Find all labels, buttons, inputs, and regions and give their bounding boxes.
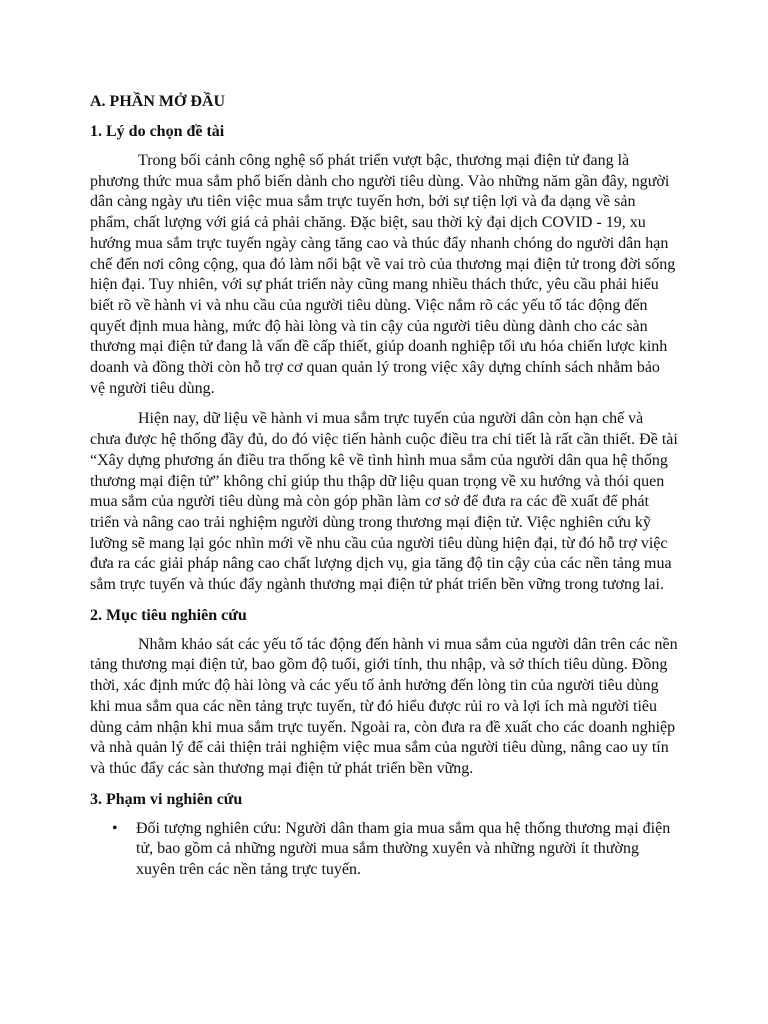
document-page [90,92,678,881]
bullet-icon: • [112,819,118,837]
list-item [90,819,678,881]
bullet-text: Đối tượng nghiên cứu: Người dân tham gia mua sắm qua hệ thống thương mại điện tử, bao gồm cả những người mua sắm thường xuyên và những người ít thường xuyên trên các nền tảng trực tuyến. [136,819,671,879]
document-title: A. PHẦN MỞ ĐẦU [90,93,226,110]
paragraph-reason-1: Trong bối cảnh công nghệ số phát triển vượt bậc, thương mại điện tử đang là phương thức mua sắm phổ biến dành cho người tiêu dùng. Vào những năm gần đây, người dân càng ngày ưu tiên việc mua sắm trực tuyến hơn, bởi sự tiện lợi và đa dạng về sản phẩm, chất lượng với giá cả phải chăng. Đặc biệt, sau thời kỳ đại dịch COVID - 19, xu hướng mua sắm trực tuyến ngày càng tăng cao và thúc đẩy nhanh chóng do người dân hạn chế đến nơi công cộng, qua đó làm nổi bật về vai trò của thương mại điện tử trong đời sống hiện đại. Tuy nhiên, với sự phát triển này cũng mang nhiều thách thức, yêu cầu phải hiểu biết rõ về hành vi và nhu cầu của người tiêu dùng. Việc nắm rõ các yếu tố tác động đến quyết định mua hàng, mức độ hài lòng và tin cậy của người tiêu dùng dành cho các sàn thương mại điện tử đang là vấn đề cấp thiết, giúp doanh nghiệp tối ưu hóa chiến lược kinh doanh và đồng thời còn hỗ trợ cơ quan quản lý trong việc xây dựng chính sách nhằm bảo vệ người tiêu dùng. [90,152,676,397]
paragraph-reason-2: Hiện nay, dữ liệu về hành vi mua sắm trực tuyến của người dân còn hạn chế và chưa được hệ thống đầy đủ, do đó việc tiến hành cuộc điều tra chi tiết là rất cần thiết. Đề tài “Xây dựng phương án điều tra thống kê về tình hình mua sắm của người dân qua hệ thống thương mại điện tử” không chỉ giúp thu thập dữ liệu quan trọng về xu hướng và thói quen mua sắm của người tiêu dùng mà còn góp phần làm cơ sở để đưa ra các đề xuất để phát triển và nâng cao trải nghiệm người dùng trong thương mại điện tử. Việc nghiên cứu kỹ lưỡng sẽ mang lại góc nhìn mới về nhu cầu của người tiêu dùng hiện đại, từ đó hỗ trợ việc đưa ra các giải pháp nâng cao chất lượng dịch vụ, gia tăng độ tin cậy của các nền tảng mua sắm trực tuyến và thúc đẩy ngành thương mại điện tử phát triển bền vững trong tương lai. [90,410,678,594]
scope-bullet-list [90,819,678,881]
paragraph-objectives: Nhằm khảo sát các yếu tố tác động đến hành vi mua sắm của người dân trên các nền tảng thương mại điện tử, bao gồm độ tuổi, giới tính, thu nhập, và sở thích tiêu dùng. Đồng thời, xác định mức độ hài lòng và các yếu tố ảnh hưởng đến lòng tin của người tiêu dùng khi mua sắm qua các nền tảng trực tuyến, từ đó hiểu được rủi ro và lợi ích mà người tiêu dùng cảm nhận khi mua sắm trực tuyến. Ngoài ra, còn đưa ra đề xuất cho các doanh nghiệp và nhà quản lý để cải thiện trải nghiệm việc mua sắm của người tiêu dùng, nâng cao uy tín và thúc đẩy các sàn thương mại điện tử phát triển bền vững. [90,635,678,777]
section-heading-objectives: 2. Mục tiêu nghiên cứu [90,606,247,624]
section-heading-reason: 1. Lý do chọn đề tài [90,123,225,140]
section-heading-scope: 3. Phạm vi nghiên cứu [90,790,243,808]
